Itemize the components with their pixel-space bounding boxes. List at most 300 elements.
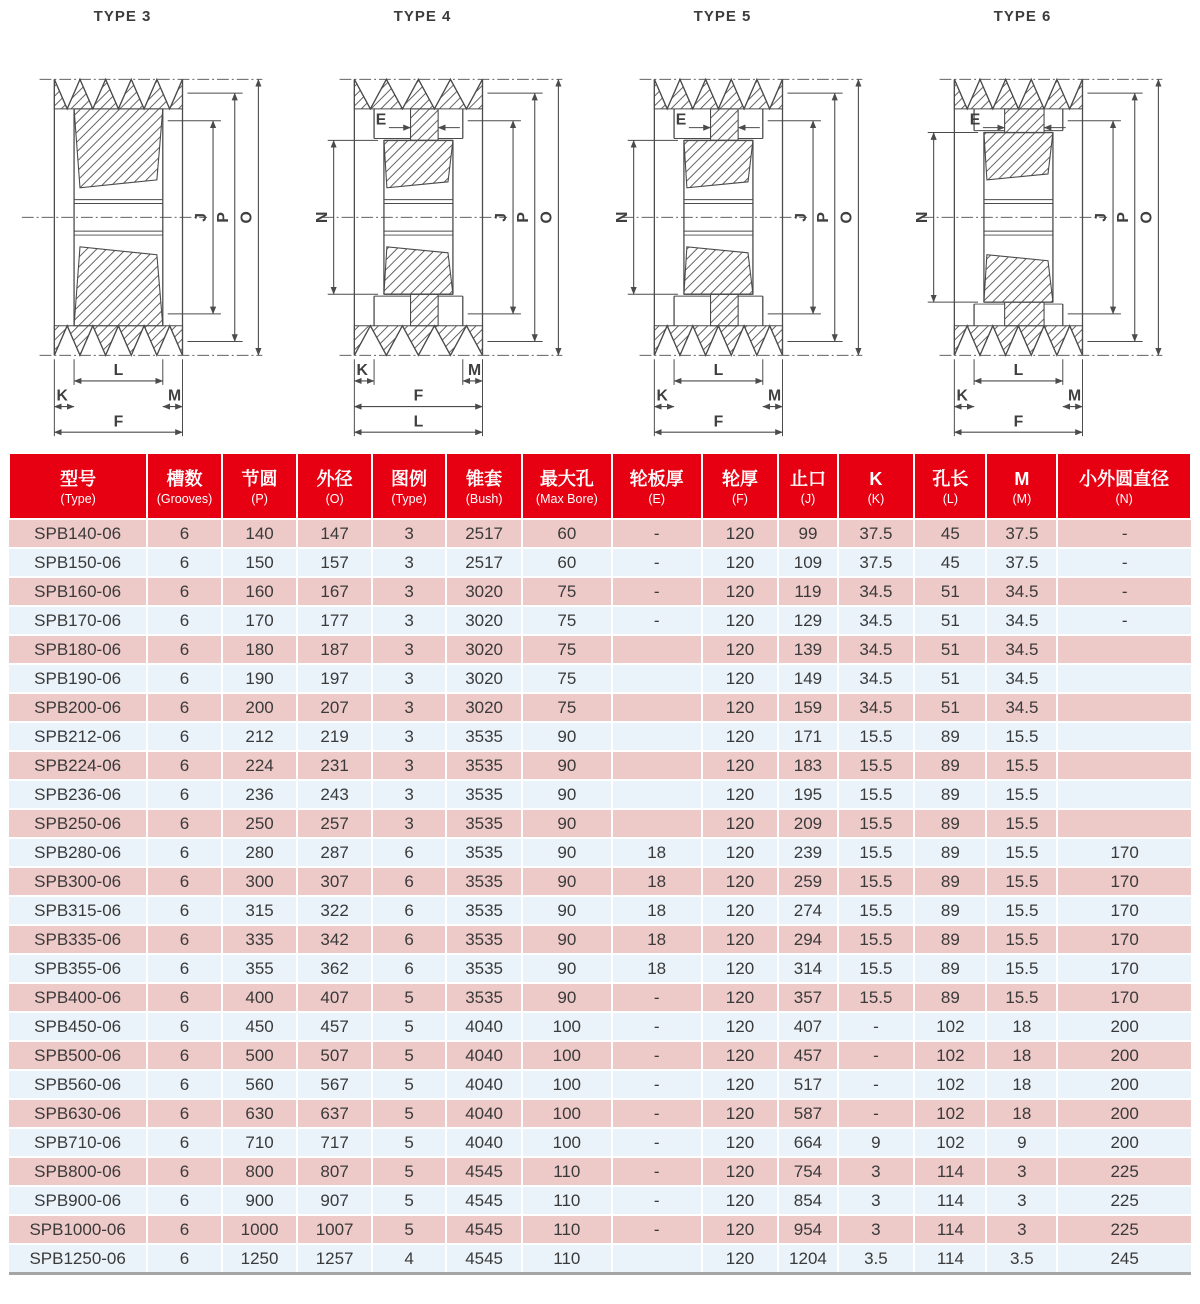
table-row-SPB280-06 — [9, 838, 1191, 867]
table-cell: 37.5 — [838, 519, 915, 548]
table-cell — [612, 809, 702, 838]
table-cell: SPB800-06 — [9, 1157, 147, 1186]
table-cell: 3020 — [446, 693, 522, 722]
table-cell: 355 — [222, 954, 298, 983]
table-cell: 120 — [702, 722, 779, 751]
dim-label-m: M — [468, 362, 482, 380]
dim-label-j: J — [493, 212, 511, 222]
table-cell: 120 — [702, 896, 779, 925]
table-cell: 225 — [1057, 1215, 1191, 1244]
dim-label-l: L — [413, 413, 424, 431]
dim-label-k: K — [656, 387, 668, 405]
table-row-SPB170-06 — [9, 606, 1191, 635]
table-row-SPB150-06 — [9, 548, 1191, 577]
table-cell: 15.5 — [986, 809, 1057, 838]
table-cell: SPB1000-06 — [9, 1215, 147, 1244]
table-cell: 3020 — [446, 606, 522, 635]
table-cell: 335 — [222, 925, 298, 954]
table-cell: 4545 — [446, 1244, 522, 1274]
table-cell: 400 — [222, 983, 298, 1012]
column-header-1 — [9, 453, 147, 519]
table-cell — [1057, 635, 1191, 664]
table-cell — [612, 1244, 702, 1274]
table-cell: 517 — [778, 1070, 837, 1099]
table-cell: 5 — [372, 1099, 446, 1128]
table-cell: - — [838, 1099, 915, 1128]
table-cell: 1250 — [222, 1244, 298, 1274]
table-row-SPB450-06 — [9, 1012, 1191, 1041]
table-cell: 34.5 — [838, 664, 915, 693]
table-cell: 2517 — [446, 519, 522, 548]
table-cell: 120 — [702, 606, 779, 635]
column-header-en: (K) — [867, 491, 885, 506]
table-cell: 15.5 — [986, 838, 1057, 867]
table-cell: 109 — [778, 548, 837, 577]
diagram-title-type-3: TYPE 3 — [93, 8, 152, 25]
table-cell: 3 — [838, 1215, 915, 1244]
table-cell: - — [612, 1070, 702, 1099]
table-cell: 120 — [702, 867, 779, 896]
table-cell: 15.5 — [986, 722, 1057, 751]
dim-label-f: F — [713, 413, 724, 431]
column-header-en: (L) — [942, 491, 959, 506]
table-cell: 6 — [372, 896, 446, 925]
table-cell: 6 — [147, 1244, 221, 1274]
table-cell: - — [612, 548, 702, 577]
pulley-spec-table — [8, 452, 1192, 1275]
table-cell: SPB200-06 — [9, 693, 147, 722]
table-cell: 3 — [372, 635, 446, 664]
dim-label-f: F — [1013, 413, 1024, 431]
table-cell: 100 — [522, 1012, 612, 1041]
table-cell: 90 — [522, 780, 612, 809]
table-cell: SPB500-06 — [9, 1041, 147, 1070]
table-cell: 6 — [147, 751, 221, 780]
table-cell: 170 — [1057, 867, 1191, 896]
table-cell: 9 — [986, 1128, 1057, 1157]
pulley-section-type-4 — [300, 32, 596, 446]
column-header-en: (O) — [325, 491, 344, 506]
table-cell: 170 — [1057, 925, 1191, 954]
table-cell: - — [612, 1099, 702, 1128]
table-cell: 3 — [372, 548, 446, 577]
table-cell: 120 — [702, 954, 779, 983]
table-cell: 15.5 — [986, 867, 1057, 896]
column-header-5 — [372, 453, 446, 519]
table-cell: 407 — [778, 1012, 837, 1041]
table-cell: - — [612, 519, 702, 548]
table-cell: 3535 — [446, 867, 522, 896]
table-cell: SPB236-06 — [9, 780, 147, 809]
table-cell: 2517 — [446, 548, 522, 577]
table-cell — [1057, 722, 1191, 751]
diagram-type-3 — [0, 8, 300, 450]
table-cell: 102 — [914, 1099, 986, 1128]
table-row-SPB1000-06 — [9, 1215, 1191, 1244]
table-cell: 37.5 — [986, 548, 1057, 577]
table-cell: 89 — [914, 809, 986, 838]
dim-label-j: J — [793, 212, 811, 222]
column-header-en: (Type) — [60, 491, 96, 506]
table-cell: - — [838, 1070, 915, 1099]
table-cell: 200 — [1057, 1099, 1191, 1128]
table-cell: 6 — [147, 1070, 221, 1099]
dim-label-f: F — [413, 387, 424, 405]
table-cell: 457 — [297, 1012, 371, 1041]
column-header-zh: 外径 — [316, 468, 353, 489]
table-cell: 15.5 — [838, 780, 915, 809]
dim-label-j: J — [1093, 212, 1111, 222]
table-cell: 120 — [702, 1244, 779, 1274]
table-cell: 15.5 — [986, 780, 1057, 809]
table-cell: 51 — [914, 606, 986, 635]
table-cell: 15.5 — [838, 867, 915, 896]
table-cell: SPB315-06 — [9, 896, 147, 925]
table-cell: 209 — [778, 809, 837, 838]
pulley-drawing-type-6 — [900, 32, 1200, 452]
table-cell: 6 — [147, 1186, 221, 1215]
table-cell: 236 — [222, 780, 298, 809]
dim-label-m: M — [1068, 387, 1082, 405]
table-row-SPB140-06 — [9, 519, 1191, 548]
dim-label-e: E — [969, 111, 981, 129]
table-cell: 3020 — [446, 664, 522, 693]
table-cell: 6 — [372, 925, 446, 954]
table-cell: 357 — [778, 983, 837, 1012]
table-cell: 407 — [297, 983, 371, 1012]
table-cell: 207 — [297, 693, 371, 722]
table-cell: 120 — [702, 693, 779, 722]
dim-label-l: L — [713, 362, 724, 380]
table-cell: 170 — [1057, 983, 1191, 1012]
table-cell: 34.5 — [986, 606, 1057, 635]
column-header-zh: M — [1014, 468, 1030, 489]
table-cell: 120 — [702, 838, 779, 867]
table-cell: 807 — [297, 1157, 371, 1186]
dim-label-n: N — [313, 211, 331, 224]
table-cell: 114 — [914, 1157, 986, 1186]
table-cell: 120 — [702, 1215, 779, 1244]
table-cell: 15.5 — [986, 751, 1057, 780]
table-cell: 6 — [147, 722, 221, 751]
table-cell: 170 — [1057, 896, 1191, 925]
table-cell: 6 — [147, 548, 221, 577]
table-cell: 200 — [1057, 1128, 1191, 1157]
table-cell: 6 — [147, 519, 221, 548]
column-header-4 — [297, 453, 371, 519]
table-row-SPB236-06 — [9, 780, 1191, 809]
table-cell: 100 — [522, 1128, 612, 1157]
table-cell: 212 — [222, 722, 298, 751]
table-cell: - — [838, 1041, 915, 1070]
table-cell: 90 — [522, 722, 612, 751]
table-cell: 75 — [522, 693, 612, 722]
table-cell: 34.5 — [986, 577, 1057, 606]
column-header-7 — [522, 453, 612, 519]
table-cell: 274 — [778, 896, 837, 925]
table-cell: 664 — [778, 1128, 837, 1157]
column-header-en: (E) — [648, 491, 665, 506]
table-cell: 800 — [222, 1157, 298, 1186]
table-cell: 187 — [297, 635, 371, 664]
table-cell: 294 — [778, 925, 837, 954]
table-cell: 89 — [914, 780, 986, 809]
table-cell: 120 — [702, 635, 779, 664]
table-cell: 89 — [914, 925, 986, 954]
table-row-SPB560-06 — [9, 1070, 1191, 1099]
dim-label-o: O — [238, 211, 256, 224]
table-cell: 15.5 — [838, 896, 915, 925]
table-cell: 183 — [778, 751, 837, 780]
table-cell: 200 — [1057, 1012, 1191, 1041]
table-cell: 90 — [522, 838, 612, 867]
table-cell: SPB300-06 — [9, 867, 147, 896]
table-cell: 129 — [778, 606, 837, 635]
table-row-SPB900-06 — [9, 1186, 1191, 1215]
table-cell: 6 — [147, 925, 221, 954]
table-row-SPB200-06 — [9, 693, 1191, 722]
table-cell: - — [612, 1186, 702, 1215]
pulley-drawing-type-4 — [300, 32, 600, 452]
table-cell: 754 — [778, 1157, 837, 1186]
table-cell: 6 — [372, 954, 446, 983]
table-cell: 102 — [914, 1012, 986, 1041]
table-cell: - — [612, 577, 702, 606]
table-cell: 6 — [147, 1128, 221, 1157]
table-cell: 15.5 — [986, 954, 1057, 983]
table-cell: 9 — [838, 1128, 915, 1157]
dim-label-k: K — [56, 387, 68, 405]
table-cell: 177 — [297, 606, 371, 635]
diagram-title-type-4: TYPE 4 — [393, 8, 452, 25]
table-cell: 1000 — [222, 1215, 298, 1244]
table-cell: 99 — [778, 519, 837, 548]
table-cell: - — [1057, 548, 1191, 577]
table-cell — [1057, 664, 1191, 693]
table-cell: 6 — [147, 693, 221, 722]
table-cell: 3535 — [446, 838, 522, 867]
dim-label-p: P — [514, 212, 532, 223]
table-cell: - — [612, 983, 702, 1012]
table-cell: 34.5 — [838, 606, 915, 635]
table-cell: SPB710-06 — [9, 1128, 147, 1157]
table-cell: 6 — [147, 664, 221, 693]
table-cell: 90 — [522, 867, 612, 896]
table-cell: 34.5 — [838, 693, 915, 722]
table-cell: SPB400-06 — [9, 983, 147, 1012]
dim-label-e: E — [375, 111, 387, 129]
table-row-SPB355-06 — [9, 954, 1191, 983]
table-cell — [612, 664, 702, 693]
table-cell: 45 — [914, 519, 986, 548]
table-cell: 159 — [778, 693, 837, 722]
table-cell: 160 — [222, 577, 298, 606]
table-row-SPB180-06 — [9, 635, 1191, 664]
table-cell — [612, 635, 702, 664]
table-cell: 190 — [222, 664, 298, 693]
table-cell — [1057, 693, 1191, 722]
table-cell: 907 — [297, 1186, 371, 1215]
table-cell: - — [612, 1041, 702, 1070]
table-cell: 3535 — [446, 780, 522, 809]
table-cell: 120 — [702, 1186, 779, 1215]
table-cell: SPB355-06 — [9, 954, 147, 983]
table-cell: 5 — [372, 1186, 446, 1215]
table-cell: 6 — [147, 954, 221, 983]
table-cell: 120 — [702, 925, 779, 954]
table-cell: 110 — [522, 1157, 612, 1186]
table-cell: 3.5 — [986, 1244, 1057, 1274]
dim-label-l: L — [113, 362, 124, 380]
dim-label-n: N — [913, 211, 931, 224]
table-cell: 231 — [297, 751, 371, 780]
table-cell: 6 — [147, 838, 221, 867]
table-cell — [1057, 751, 1191, 780]
dim-label-p: P — [1114, 212, 1132, 223]
table-cell: 90 — [522, 983, 612, 1012]
column-header-zh: 轮厚 — [721, 468, 758, 489]
table-row-SPB335-06 — [9, 925, 1191, 954]
table-cell: 120 — [702, 664, 779, 693]
table-cell: 314 — [778, 954, 837, 983]
table-cell: 110 — [522, 1186, 612, 1215]
table-cell: 60 — [522, 548, 612, 577]
table-cell: 5 — [372, 983, 446, 1012]
table-cell: 170 — [1057, 838, 1191, 867]
table-cell: 110 — [522, 1244, 612, 1274]
table-cell: 120 — [702, 1157, 779, 1186]
table-row-SPB500-06 — [9, 1041, 1191, 1070]
table-row-SPB710-06 — [9, 1128, 1191, 1157]
table-cell: 450 — [222, 1012, 298, 1041]
column-header-11 — [838, 453, 915, 519]
table-cell: 3535 — [446, 751, 522, 780]
table-cell: 120 — [702, 751, 779, 780]
table-cell: 3 — [986, 1186, 1057, 1215]
table-cell: 170 — [1057, 954, 1191, 983]
table-cell: SPB160-06 — [9, 577, 147, 606]
table-cell — [612, 751, 702, 780]
column-header-zh: 槽数 — [166, 468, 203, 489]
table-cell: 34.5 — [986, 693, 1057, 722]
table-cell: 197 — [297, 664, 371, 693]
table-cell: 3 — [372, 780, 446, 809]
table-row-SPB212-06 — [9, 722, 1191, 751]
table-cell: 6 — [147, 577, 221, 606]
table-cell: 120 — [702, 548, 779, 577]
table-cell: 710 — [222, 1128, 298, 1157]
table-cell: 4545 — [446, 1215, 522, 1244]
table-cell: 4040 — [446, 1012, 522, 1041]
dim-label-m: M — [168, 387, 182, 405]
table-cell: 3 — [372, 809, 446, 838]
pulley-section-type-6 — [900, 32, 1196, 446]
table-cell: SPB190-06 — [9, 664, 147, 693]
table-cell: 89 — [914, 751, 986, 780]
table-row-SPB630-06 — [9, 1099, 1191, 1128]
table-cell: 6 — [147, 1157, 221, 1186]
table-cell: 120 — [702, 1128, 779, 1157]
table-cell: 280 — [222, 838, 298, 867]
dim-label-p: P — [814, 212, 832, 223]
table-cell: - — [1057, 577, 1191, 606]
table-cell: 75 — [522, 635, 612, 664]
table-cell: 6 — [147, 983, 221, 1012]
table-cell: 200 — [222, 693, 298, 722]
table-cell: 18 — [612, 867, 702, 896]
table-cell: 51 — [914, 635, 986, 664]
table-cell: 257 — [297, 809, 371, 838]
table-cell: 18 — [612, 954, 702, 983]
dim-label-k: K — [956, 387, 968, 405]
table-cell: 119 — [778, 577, 837, 606]
table-cell: 6 — [147, 896, 221, 925]
table-cell: SPB630-06 — [9, 1099, 147, 1128]
table-cell: 560 — [222, 1070, 298, 1099]
pulley-drawing-type-5 — [600, 32, 900, 452]
table-cell: 150 — [222, 548, 298, 577]
table-cell: 954 — [778, 1215, 837, 1244]
column-header-zh: 型号 — [60, 468, 97, 489]
table-cell: 18 — [986, 1012, 1057, 1041]
table-cell: 157 — [297, 548, 371, 577]
table-cell: SPB170-06 — [9, 606, 147, 635]
diagram-title-type-5: TYPE 5 — [693, 8, 752, 25]
table-cell: 243 — [297, 780, 371, 809]
table-cell: 717 — [297, 1128, 371, 1157]
table-cell: 102 — [914, 1070, 986, 1099]
table-cell: 51 — [914, 693, 986, 722]
table-cell: 60 — [522, 519, 612, 548]
table-cell: 5 — [372, 1070, 446, 1099]
table-cell: 90 — [522, 809, 612, 838]
table-cell: 900 — [222, 1186, 298, 1215]
column-header-en: (Bush) — [465, 491, 503, 506]
table-cell: 362 — [297, 954, 371, 983]
table-cell: 567 — [297, 1070, 371, 1099]
table-cell: 6 — [147, 1041, 221, 1070]
table-cell: 6 — [147, 1215, 221, 1244]
table-cell: 6 — [147, 606, 221, 635]
table-cell: 224 — [222, 751, 298, 780]
table-cell: 102 — [914, 1128, 986, 1157]
table-cell: 200 — [1057, 1070, 1191, 1099]
table-cell: 34.5 — [986, 664, 1057, 693]
table-cell: SPB212-06 — [9, 722, 147, 751]
table-cell: 3 — [372, 664, 446, 693]
dim-label-j: J — [193, 212, 211, 222]
table-cell: 15.5 — [838, 925, 915, 954]
table-cell: 3020 — [446, 577, 522, 606]
table-cell: - — [838, 1012, 915, 1041]
table-cell: 120 — [702, 519, 779, 548]
table-row-SPB800-06 — [9, 1157, 1191, 1186]
table-cell: 630 — [222, 1099, 298, 1128]
table-cell — [1057, 809, 1191, 838]
table-cell: 4040 — [446, 1128, 522, 1157]
table-cell: 18 — [986, 1041, 1057, 1070]
table-cell: 89 — [914, 838, 986, 867]
table-cell: 34.5 — [838, 577, 915, 606]
table-cell: SPB280-06 — [9, 838, 147, 867]
column-header-zh: 孔长 — [932, 468, 969, 489]
column-header-10 — [778, 453, 837, 519]
table-cell: 3535 — [446, 722, 522, 751]
column-header-en: (M) — [1012, 491, 1032, 506]
table-row-SPB250-06 — [9, 809, 1191, 838]
column-header-14 — [1057, 453, 1191, 519]
table-cell: 167 — [297, 577, 371, 606]
